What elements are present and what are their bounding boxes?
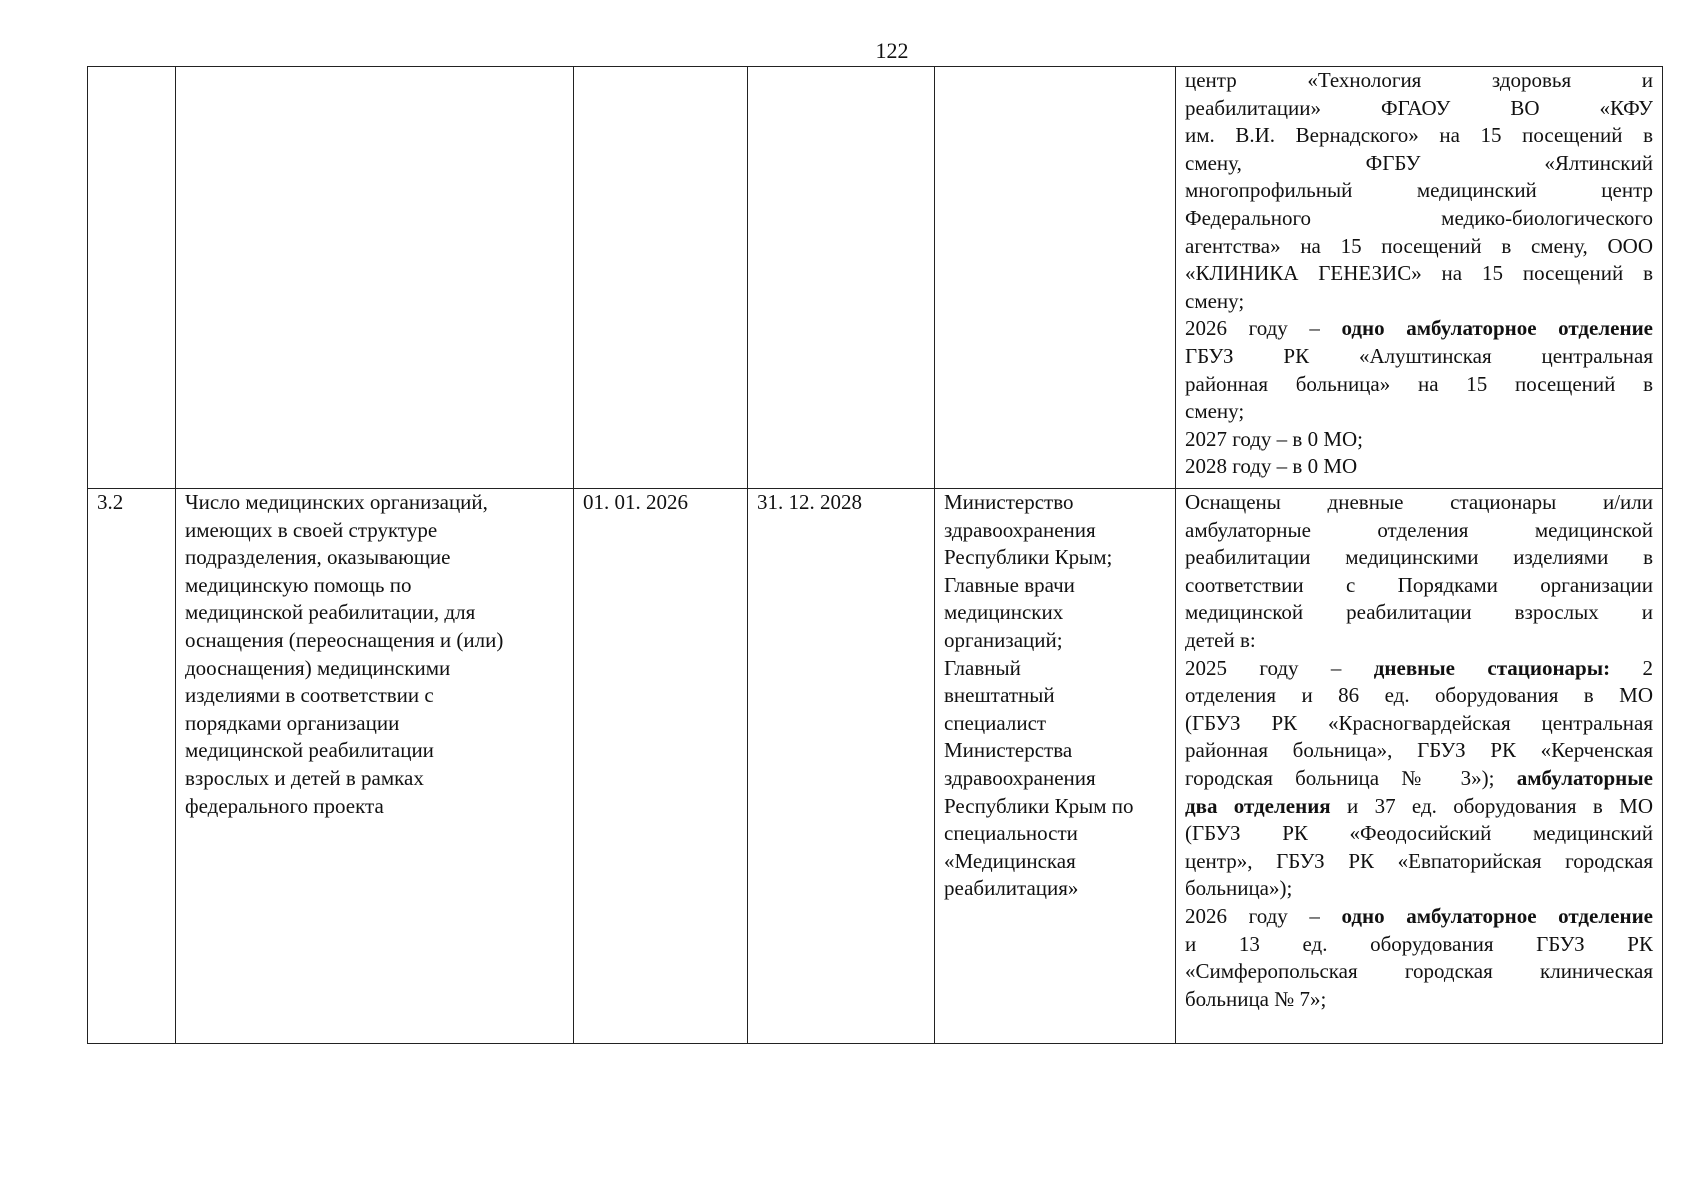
responsible-line: специальности bbox=[944, 821, 1078, 846]
indicator-line: медицинской реабилитации bbox=[185, 738, 434, 763]
cell-responsible bbox=[935, 489, 1176, 1044]
result-line: медицинской реабилитации взрослых и bbox=[1185, 600, 1653, 625]
indicator-line: Число медицинских организаций, bbox=[185, 490, 488, 514]
responsible-line: Министерства bbox=[944, 738, 1073, 763]
result-line: ГБУЗ РК «Алуштинская центральная bbox=[1185, 343, 1653, 368]
result-text: и 37 ед. оборудования в МО bbox=[1330, 793, 1653, 818]
result-line: Федерального медико-биологического bbox=[1185, 205, 1653, 230]
page-number: 122 bbox=[875, 38, 909, 63]
result-line: и 13 ед. оборудования ГБУЗ РК bbox=[1185, 931, 1653, 956]
responsible-line: здравоохранения bbox=[944, 517, 1096, 542]
result-line: Оснащены дневные стационары и/или bbox=[1185, 490, 1653, 514]
cell-number: 3.2 bbox=[88, 489, 176, 1044]
result-line: реабилитации медицинскими изделиями в bbox=[1185, 545, 1653, 570]
year-prefix: 2025 году – bbox=[1185, 655, 1374, 680]
result-line-2027: 2027 году – в 0 МО; bbox=[1185, 426, 1364, 451]
result-line: районная больница», ГБУЗ РК «Керченская bbox=[1185, 738, 1653, 763]
result-line bbox=[1185, 765, 1653, 793]
measures-table bbox=[87, 66, 1663, 1044]
result-line: районная больница» на 15 посещений в bbox=[1185, 371, 1653, 396]
year-prefix: 2026 году – bbox=[1185, 903, 1342, 928]
responsible-line: Министерство bbox=[944, 490, 1074, 514]
cell-end-empty bbox=[748, 67, 935, 489]
indicator-line: федерального проекта bbox=[185, 793, 384, 818]
cell-indicator-empty bbox=[176, 67, 574, 489]
responsible-line: внештатный bbox=[944, 683, 1055, 708]
responsible-line: «Медицинская bbox=[944, 848, 1076, 873]
cell-result bbox=[1176, 489, 1663, 1044]
result-line bbox=[1185, 793, 1653, 821]
cell-indicator bbox=[176, 489, 574, 1044]
responsible-line: организаций; bbox=[944, 627, 1063, 652]
result-emphasis: два отделения bbox=[1185, 793, 1331, 818]
result-line-2025 bbox=[1185, 655, 1653, 683]
result-line: больница № 7»; bbox=[1185, 986, 1327, 1011]
responsible-line: медицинских bbox=[944, 600, 1064, 625]
responsible-line: Главные врачи bbox=[944, 572, 1075, 597]
responsible-line: Республики Крым; bbox=[944, 545, 1113, 570]
result-line: центр», ГБУЗ РК «Евпаторийская городская bbox=[1185, 848, 1653, 873]
year-prefix: 2026 году – bbox=[1185, 316, 1342, 341]
result-text: городская больница № 3»); bbox=[1185, 765, 1517, 790]
result-line: агентства» на 15 посещений в смену, ООО bbox=[1185, 233, 1653, 258]
result-line: отделения и 86 ед. оборудования в МО bbox=[1185, 683, 1653, 708]
result-line: детей в: bbox=[1185, 627, 1256, 652]
indicator-line: порядками организации bbox=[185, 710, 400, 735]
result-line: центр «Технология здоровья и bbox=[1185, 68, 1653, 92]
responsible-line: Главный bbox=[944, 655, 1021, 680]
cell-result-continuation bbox=[1176, 67, 1663, 489]
indicator-line: подразделения, оказывающие bbox=[185, 545, 451, 570]
result-line-2026 bbox=[1185, 315, 1653, 343]
responsible-line: реабилитация» bbox=[944, 876, 1079, 901]
result-line: смену; bbox=[1185, 288, 1245, 313]
year-suffix: 2 bbox=[1610, 655, 1654, 680]
year-emphasis: дневные стационары: bbox=[1373, 655, 1611, 680]
result-line: «КЛИНИКА ГЕНЕЗИС» на 15 посещений в bbox=[1185, 261, 1653, 286]
result-line: им. В.И. Вернадского» на 15 посещений в bbox=[1185, 123, 1653, 148]
cell-number-empty bbox=[88, 67, 176, 489]
result-emphasis: амбулаторные bbox=[1516, 765, 1653, 790]
result-line: (ГБУЗ РК «Красногвардейская центральная bbox=[1185, 710, 1653, 735]
indicator-line: изделиями в соответствии с bbox=[185, 683, 434, 708]
result-line: реабилитации» ФГАОУ ВО «КФУ bbox=[1185, 95, 1653, 120]
indicator-line: дооснащения) медицинскими bbox=[185, 655, 451, 680]
result-line: амбулаторные отделения медицинской bbox=[1185, 517, 1653, 542]
result-line: «Симферопольская городская клиническая bbox=[1185, 959, 1653, 984]
result-line: многопрофильный медицинский центр bbox=[1185, 178, 1653, 203]
result-line: смену; bbox=[1185, 399, 1245, 424]
table-row-continuation bbox=[88, 67, 1663, 489]
table-row-3-2 bbox=[88, 489, 1663, 1044]
result-line-2028: 2028 году – в 0 МО bbox=[1185, 454, 1358, 479]
indicator-line: оснащения (переоснащения и (или) bbox=[185, 627, 504, 652]
result-line: (ГБУЗ РК «Феодосийский медицинский bbox=[1185, 821, 1653, 846]
result-line: больница»); bbox=[1185, 876, 1293, 901]
indicator-line: взрослых и детей в рамках bbox=[185, 765, 424, 790]
cell-start-date: 01. 01. 2026 bbox=[574, 489, 748, 1044]
year-emphasis: одно амбулаторное отделение bbox=[1341, 903, 1653, 928]
responsible-line: специалист bbox=[944, 710, 1047, 735]
result-line: смену, ФГБУ «Ялтинский bbox=[1185, 150, 1653, 175]
responsible-line: Республики Крым по bbox=[944, 793, 1134, 818]
cell-responsible-empty bbox=[935, 67, 1176, 489]
result-line: соответствии с Порядками организации bbox=[1185, 572, 1653, 597]
indicator-line: имеющих в своей структуре bbox=[185, 517, 438, 542]
year-emphasis: одно амбулаторное отделение bbox=[1341, 316, 1653, 341]
cell-end-date: 31. 12. 2028 bbox=[748, 489, 935, 1044]
indicator-line: медицинской реабилитации, для bbox=[185, 600, 476, 625]
cell-start-empty bbox=[574, 67, 748, 489]
result-line-2026 bbox=[1185, 903, 1653, 931]
responsible-line: здравоохранения bbox=[944, 765, 1096, 790]
indicator-line: медицинскую помощь по bbox=[185, 572, 412, 597]
